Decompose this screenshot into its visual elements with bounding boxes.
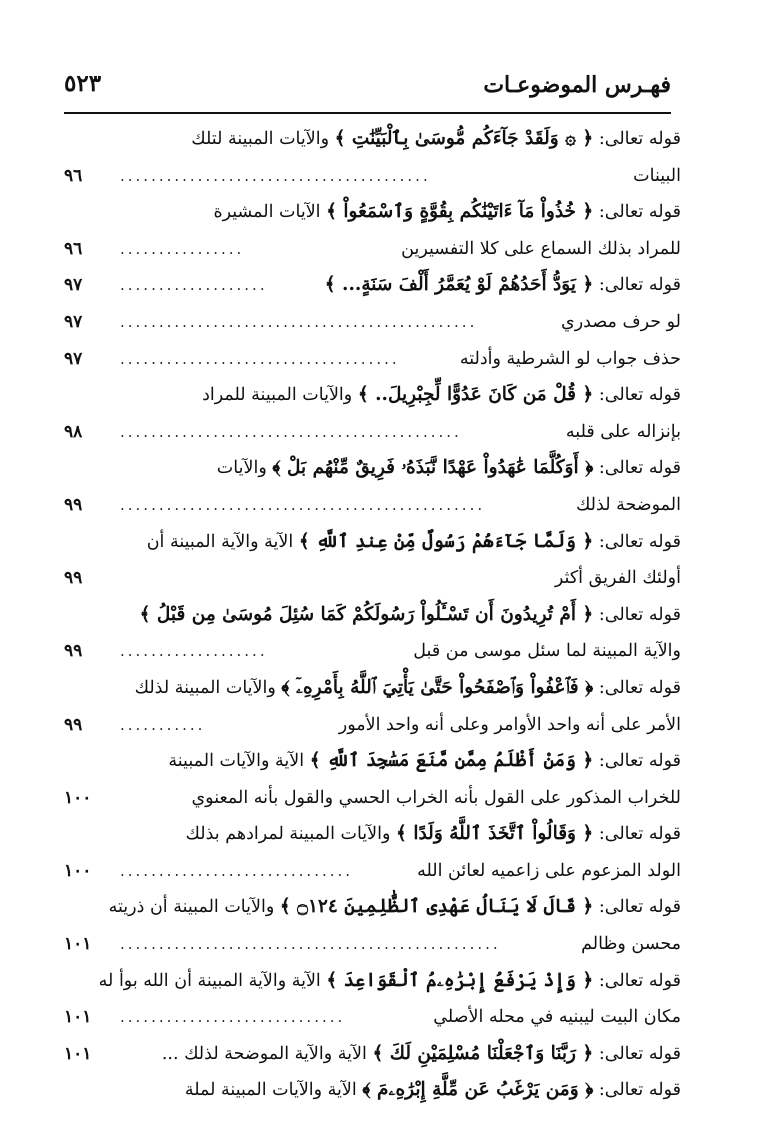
index-entry-line [64, 1072, 681, 1109]
entry-prefix: قوله تعالى: [598, 897, 681, 918]
entry-prefix: قوله تعالى: [598, 531, 681, 552]
entry-prefix: قوله تعالى: [598, 677, 681, 698]
dot-leader: .............................................. [120, 312, 478, 331]
entry-suffix: والآيات المبينة أن ذريته [108, 897, 275, 918]
dot-leader: .................................... [120, 349, 400, 368]
entry-prefix: قوله تعالى: [598, 275, 681, 296]
entry-suffix: والآيات المبينة لذلك [134, 677, 276, 698]
entry-page-number: ٩٧ [64, 311, 83, 332]
entry-text: الولد المزعوم على زاعميه لعائن الله [417, 860, 681, 881]
entry-text [186, 816, 682, 853]
index-continuation-line [64, 231, 681, 268]
quran-verse: ﴿ قَالَ لَا يَنَالُ عَهْدِى ٱلظَّٰلِمِينَ ۝١٢٤ ﴾ [279, 896, 594, 918]
entry-suffix: الآية والآية الموضحة لذلك ... [161, 1043, 367, 1064]
entry-suffix: والآيات المبينة لمرادهم بذلك [185, 824, 391, 845]
index-continuation-line [64, 707, 681, 744]
quran-verse: ﴿ قُلْ مَن كَانَ عَدُوًّا لِّجِبْرِيلَ.. ﴾ [357, 384, 594, 406]
entry-text: لو حرف مصدري [561, 311, 681, 332]
entry-text [109, 889, 681, 926]
entry-suffix: الآيات المشيرة [213, 202, 321, 223]
entry-page-number: ٩٦ [64, 165, 83, 186]
dot-leader: .............................. [120, 861, 354, 880]
entry-page-number: ٩٩ [64, 714, 83, 735]
quran-verse: ﴿ فَٱعْفُواْ وَٱصْفَحُواْ حَتَّىٰ يَأْتِيَ ٱللَّهُ بِأَمْرِهِۦٓ ﴾ [281, 676, 594, 698]
index-entries [64, 121, 681, 1109]
dot-leader: ................ [120, 239, 245, 258]
entry-prefix: قوله تعالى: [598, 751, 681, 772]
index-entry-line [64, 670, 681, 707]
index-continuation-line [64, 633, 681, 670]
entry-text: البينات [633, 165, 681, 186]
entry-text [140, 597, 681, 634]
dot-leader: ............................................ [120, 422, 462, 441]
index-entry-line [64, 121, 681, 158]
entry-suffix: والآيات [216, 458, 267, 479]
index-continuation-line [64, 999, 681, 1036]
entry-suffix: الآية والآية المبينة أن [146, 531, 294, 552]
index-entry-line [64, 816, 681, 853]
entry-prefix: قوله تعالى: [598, 1080, 681, 1101]
index-entry-line [64, 889, 681, 926]
index-continuation-line [64, 158, 681, 195]
entry-text [191, 121, 681, 158]
entry-prefix: قوله تعالى: [598, 202, 681, 223]
entry-text [185, 1072, 681, 1109]
quran-verse: ﴿ وَمَن يَرْغَبُ عَن مِّلَّةِ إِبْرَٰهِۦمَ ﴾ [362, 1079, 594, 1101]
dot-leader: ............................................... [120, 495, 486, 514]
quran-verse: ﴿ أَمْ تُرِيدُونَ أَن تَسْـَٔلُواْ رَسُولَكُمْ كَمَا سُئِلَ مُوسَىٰ مِن قَبْلُ ﴾ [139, 603, 594, 625]
entry-text: بإنزاله على قلبه [565, 421, 681, 442]
entry-prefix: قوله تعالى: [598, 129, 681, 149]
entry-text: للخراب المذكور على القول بأنه الخراب الحسي والقول بأنه المعنوي [191, 787, 681, 808]
entry-text: محسن وظالم [581, 934, 681, 955]
entry-text [213, 194, 681, 231]
entry-text: الأمر على أنه واحد الأوامر وعلى أنه واحد الأمور [338, 714, 681, 735]
index-entry-line [64, 1036, 681, 1073]
index-entry-line [64, 377, 681, 414]
entry-page-number: ١٠١ [64, 1043, 92, 1064]
index-continuation-line [64, 926, 681, 963]
entry-page-number: ٩٧ [64, 275, 83, 296]
entry-text [168, 743, 681, 780]
index-entry-line [64, 524, 681, 561]
entry-text: والآية المبينة لما سئل موسى من قبل [413, 641, 681, 662]
entry-text: الموضحة لذلك [575, 494, 681, 515]
entry-page-number: ١٠٠ [64, 787, 92, 808]
quran-verse: ﴿ يَوَدُّ أَحَدُهُمْ لَوْ يُعَمَّرُ أَلْفَ سَنَةٍ... ﴾ [324, 274, 594, 296]
index-entry-line [64, 597, 681, 634]
quran-verse: ﴿ وَلَمَّا جَآءَهُمْ رَسُولٌ مِّنْ عِندِ ٱللَّهِ ﴾ [298, 530, 594, 552]
entry-suffix: والآيات المبينة للمراد [202, 385, 353, 406]
entry-page-number: ١٠١ [64, 1007, 92, 1028]
entry-page-number: ٩٩ [64, 568, 83, 589]
quran-verse: ﴿ رَبَّنَا وَٱجْعَلْنَا مُسْلِمَيْنِ لَكَ ﴾ [372, 1042, 594, 1064]
entry-page-number: ٩٦ [64, 238, 83, 259]
index-entry-line [64, 194, 681, 231]
entry-page-number: ٩٩ [64, 494, 83, 515]
dot-leader: ............................. [120, 1008, 346, 1027]
entry-text [162, 1036, 681, 1073]
entry-page-number: ١٠٠ [64, 860, 92, 881]
entry-prefix: قوله تعالى: [598, 1043, 681, 1064]
page-title: فهـرس الموضوعـات [483, 72, 671, 98]
header-divider [64, 112, 671, 114]
index-entry-line [64, 267, 681, 304]
entry-prefix: قوله تعالى: [598, 604, 681, 625]
entry-prefix: قوله تعالى: [598, 385, 681, 406]
quran-verse: ﴿ وَإِذْ يَرْفَعُ إِبْرَٰهِۦمُ ٱلْقَوَاعِدَ ﴾ [326, 969, 594, 991]
index-entry-line [64, 743, 681, 780]
index-entry-line [64, 450, 681, 487]
entry-prefix: قوله تعالى: [598, 458, 681, 479]
index-continuation-line [64, 853, 681, 890]
page-number: ٥٢٣ [64, 70, 102, 97]
dot-leader: ................... [120, 276, 268, 295]
entry-text: مكان البيت ليبنيه في محله الأصلي [433, 1007, 681, 1028]
entry-suffix: الآية والآيات المبينة [168, 751, 305, 772]
entry-text [217, 450, 681, 487]
quran-verse: ﴿ أَوَكُلَّمَا عَٰهَدُواْ عَهْدًا نَّبَذَهُۥ فَرِيقٌ مِّنْهُم بَلْ ﴾ [272, 457, 594, 479]
entry-text [325, 267, 681, 304]
dot-leader: ................................................. [120, 935, 501, 954]
dot-leader: ................... [120, 642, 268, 661]
entry-suffix: الآية والآيات المبينة لملة [184, 1080, 357, 1101]
quran-verse: ﴿ خُذُواْ مَآ ءَاتَيْنَٰكُم بِقُوَّةٍ وَٱسْمَعُواْ ﴾ [326, 201, 594, 223]
entry-text [99, 963, 681, 1000]
entry-prefix: قوله تعالى: [598, 824, 681, 845]
entry-page-number: ٩٧ [64, 348, 83, 369]
entry-page-number: ٩٨ [64, 421, 83, 442]
quran-verse: ﴿ وَمَنْ أَظْلَمُ مِمَّن مَّنَعَ مَسَٰجِدَ ٱللَّهِ ﴾ [309, 750, 594, 772]
page-header [64, 66, 671, 106]
entry-text [202, 377, 681, 414]
entry-text [135, 670, 681, 707]
quran-verse: ﴿ ۞ وَلَقَدْ جَآءَكُم مُّوسَىٰ بِٱلْبَيِّنَٰتِ ﴾ [334, 128, 594, 149]
entry-text: حذف جواب لو الشرطية وأدلته [459, 348, 681, 369]
index-continuation-line [64, 304, 681, 341]
index-continuation-line [64, 414, 681, 451]
entry-text [147, 524, 681, 561]
index-continuation-line [64, 560, 681, 597]
entry-text: أولئك الفريق أكثر [554, 568, 681, 589]
entry-prefix: قوله تعالى: [598, 970, 681, 991]
index-continuation-line [64, 780, 681, 817]
index-continuation-line [64, 487, 681, 524]
entry-page-number: ١٠١ [64, 934, 92, 955]
entry-suffix: الآية والآية المبينة أن الله بوأ له [98, 970, 321, 991]
dot-leader: ........... [120, 715, 206, 734]
dot-leader: ........................................ [120, 166, 431, 185]
entry-page-number: ٩٩ [64, 641, 83, 662]
entry-suffix: والآيات المبينة لتلك [191, 129, 330, 149]
index-continuation-line [64, 341, 681, 378]
index-entry-line [64, 963, 681, 1000]
entry-text: للمراد بذلك السماع على كلا التفسيرين [401, 238, 681, 259]
quran-verse: ﴿ وَقَالُواْ ٱتَّخَذَ ٱللَّهُ وَلَدًا ﴾ [396, 823, 594, 845]
